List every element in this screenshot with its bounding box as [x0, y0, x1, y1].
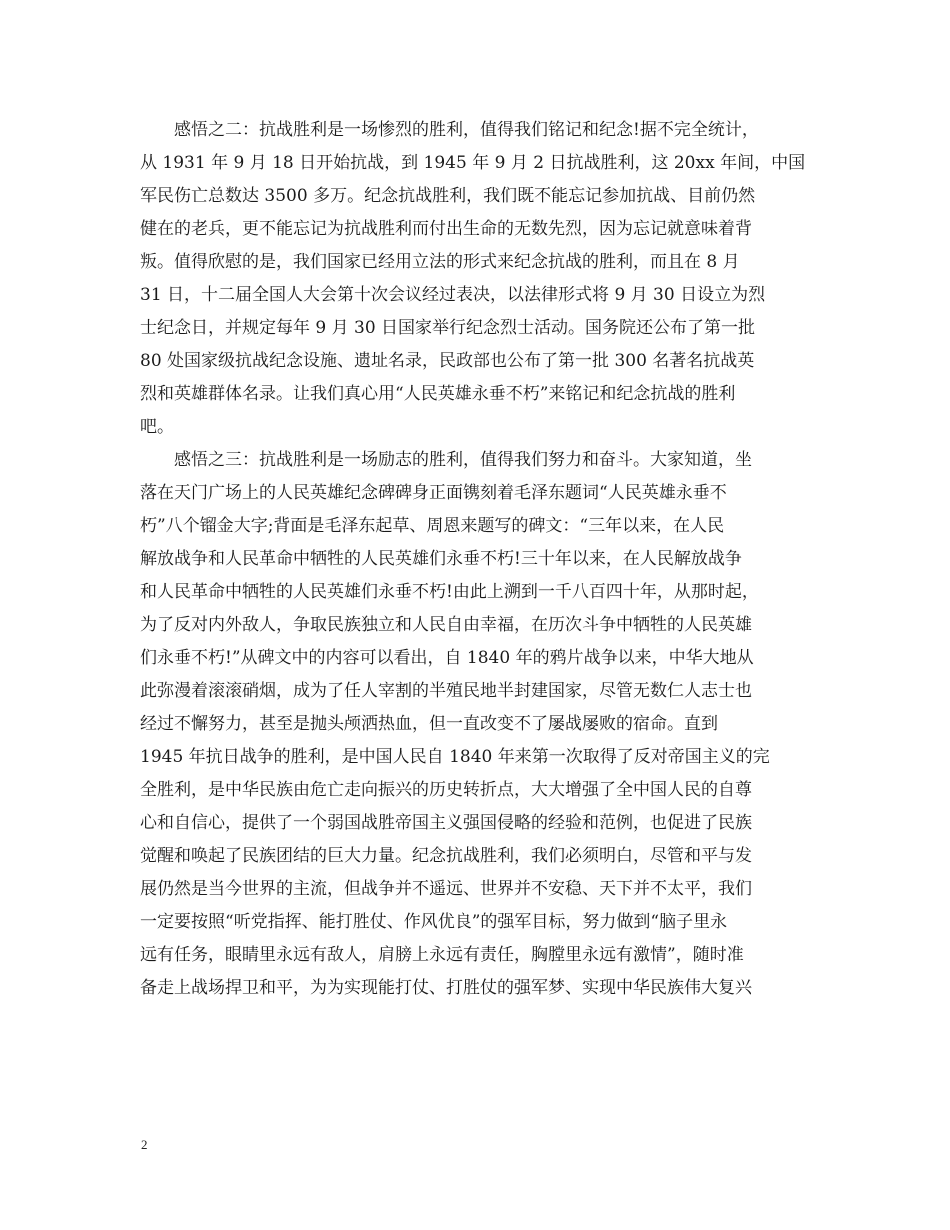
- text-line: 感悟之三：抗战胜利是一场励志的胜利，值得我们努力和奋斗。大家知道，坐: [140, 450, 752, 470]
- text-line: 此弥漫着滚滚硝烟，成为了任人宰割的半殖民地半封建国家，尽管无数仁人志士也: [140, 681, 752, 701]
- text-line: 1945 年抗日战争的胜利，是中国人民自 1840 年来第一次取得了反对帝国主义的完: [140, 747, 770, 767]
- text-line: 心和自信心，提供了一个弱国战胜帝国主义强国侵略的经验和范例，也促进了民族: [140, 813, 752, 833]
- text-line: 们永垂不朽!”从碑文中的内容可以看出，自 1840 年的鸦片战争以来，中华大地从: [140, 648, 754, 668]
- text-line: 落在天门广场上的人民英雄纪念碑碑身正面镌刻着毛泽东题词“人民英雄永垂不: [140, 483, 727, 503]
- text-line: 健在的老兵，更不能忘记为抗战胜利而付出生命的无数先烈，因为忘记就意味着背: [140, 219, 752, 239]
- text-line: 感悟之二：抗战胜利是一场惨烈的胜利，值得我们铭记和纪念!据不完全统计，: [140, 120, 759, 140]
- text-line: 备走上战场捍卫和平，为为实现能打仗、打胜仗的强军梦、实现中华民族伟大复兴: [140, 978, 752, 998]
- paragraph: [140, 114, 820, 444]
- text-line: 士纪念日，并规定每年 9 月 30 日国家举行纪念烈士活动。国务院还公布了第一批: [140, 318, 756, 338]
- text-line: 军民伤亡总数达 3500 多万。纪念抗战胜利，我们既不能忘记参加抗战、目前仍然: [140, 186, 756, 206]
- text-line: 31 日，十二届全国人大会第十次会议经过表决，以法律形式将 9 月 30 日设立为烈: [140, 285, 766, 305]
- text-line: 解放战争和人民革命中牺牲的人民英雄们永垂不朽!三十年以来，在人民解放战争: [140, 549, 742, 569]
- text-line: 觉醒和唤起了民族团结的巨大力量。纪念抗战胜利，我们必须明白，尽管和平与发: [140, 846, 752, 866]
- text-line: 吧。: [140, 417, 174, 437]
- text-line: 全胜利，是中华民族由危亡走向振兴的历史转折点，大大增强了全中国人民的自尊: [140, 780, 752, 800]
- text-line: 展仍然是当今世界的主流，但战争并不遥远、世界并不安稳、天下并不太平，我们: [140, 879, 752, 899]
- text-line: 和人民革命中牺牲的人民英雄们永垂不朽!由此上溯到一千八百四十年，从那时起，: [140, 582, 759, 602]
- text-line: 80 处国家级抗战纪念设施、遗址名录，民政部也公布了第一批 300 名著名抗战英: [140, 351, 755, 371]
- paragraph: [140, 444, 820, 1005]
- text-line: 叛。值得欣慰的是，我们国家已经用立法的形式来纪念抗战的胜利，而且在 8 月: [140, 252, 740, 272]
- text-line: 远有任务，眼睛里永远有敌人，肩膀上永远有责任，胸膛里永远有激情”，随时准: [140, 945, 744, 965]
- text-line: 为了反对内外敌人，争取民族独立和人民自由幸福，在历次斗争中牺牲的人民英雄: [140, 615, 752, 635]
- text-line: 经过不懈努力，甚至是抛头颅洒热血，但一直改变不了屡战屡败的宿命。直到: [140, 714, 718, 734]
- text-line: 烈和英雄群体名录。让我们真心用“人民英雄永垂不朽”来铭记和纪念抗战的胜利: [140, 384, 736, 404]
- page-number: 2: [141, 1137, 148, 1152]
- text-line: 从 1931 年 9 月 18 日开始抗战，到 1945 年 9 月 2 日抗战胜利，这 20xx 年间，中国: [140, 153, 806, 173]
- text-line: 一定要按照“听党指挥、能打胜仗、作风优良”的强军目标，努力做到“脑子里永: [140, 912, 728, 932]
- document-body: [140, 114, 820, 1005]
- text-line: 朽”八个镏金大字;背面是毛泽东起草、周恩来题写的碑文：“三年以来，在人民: [140, 516, 725, 536]
